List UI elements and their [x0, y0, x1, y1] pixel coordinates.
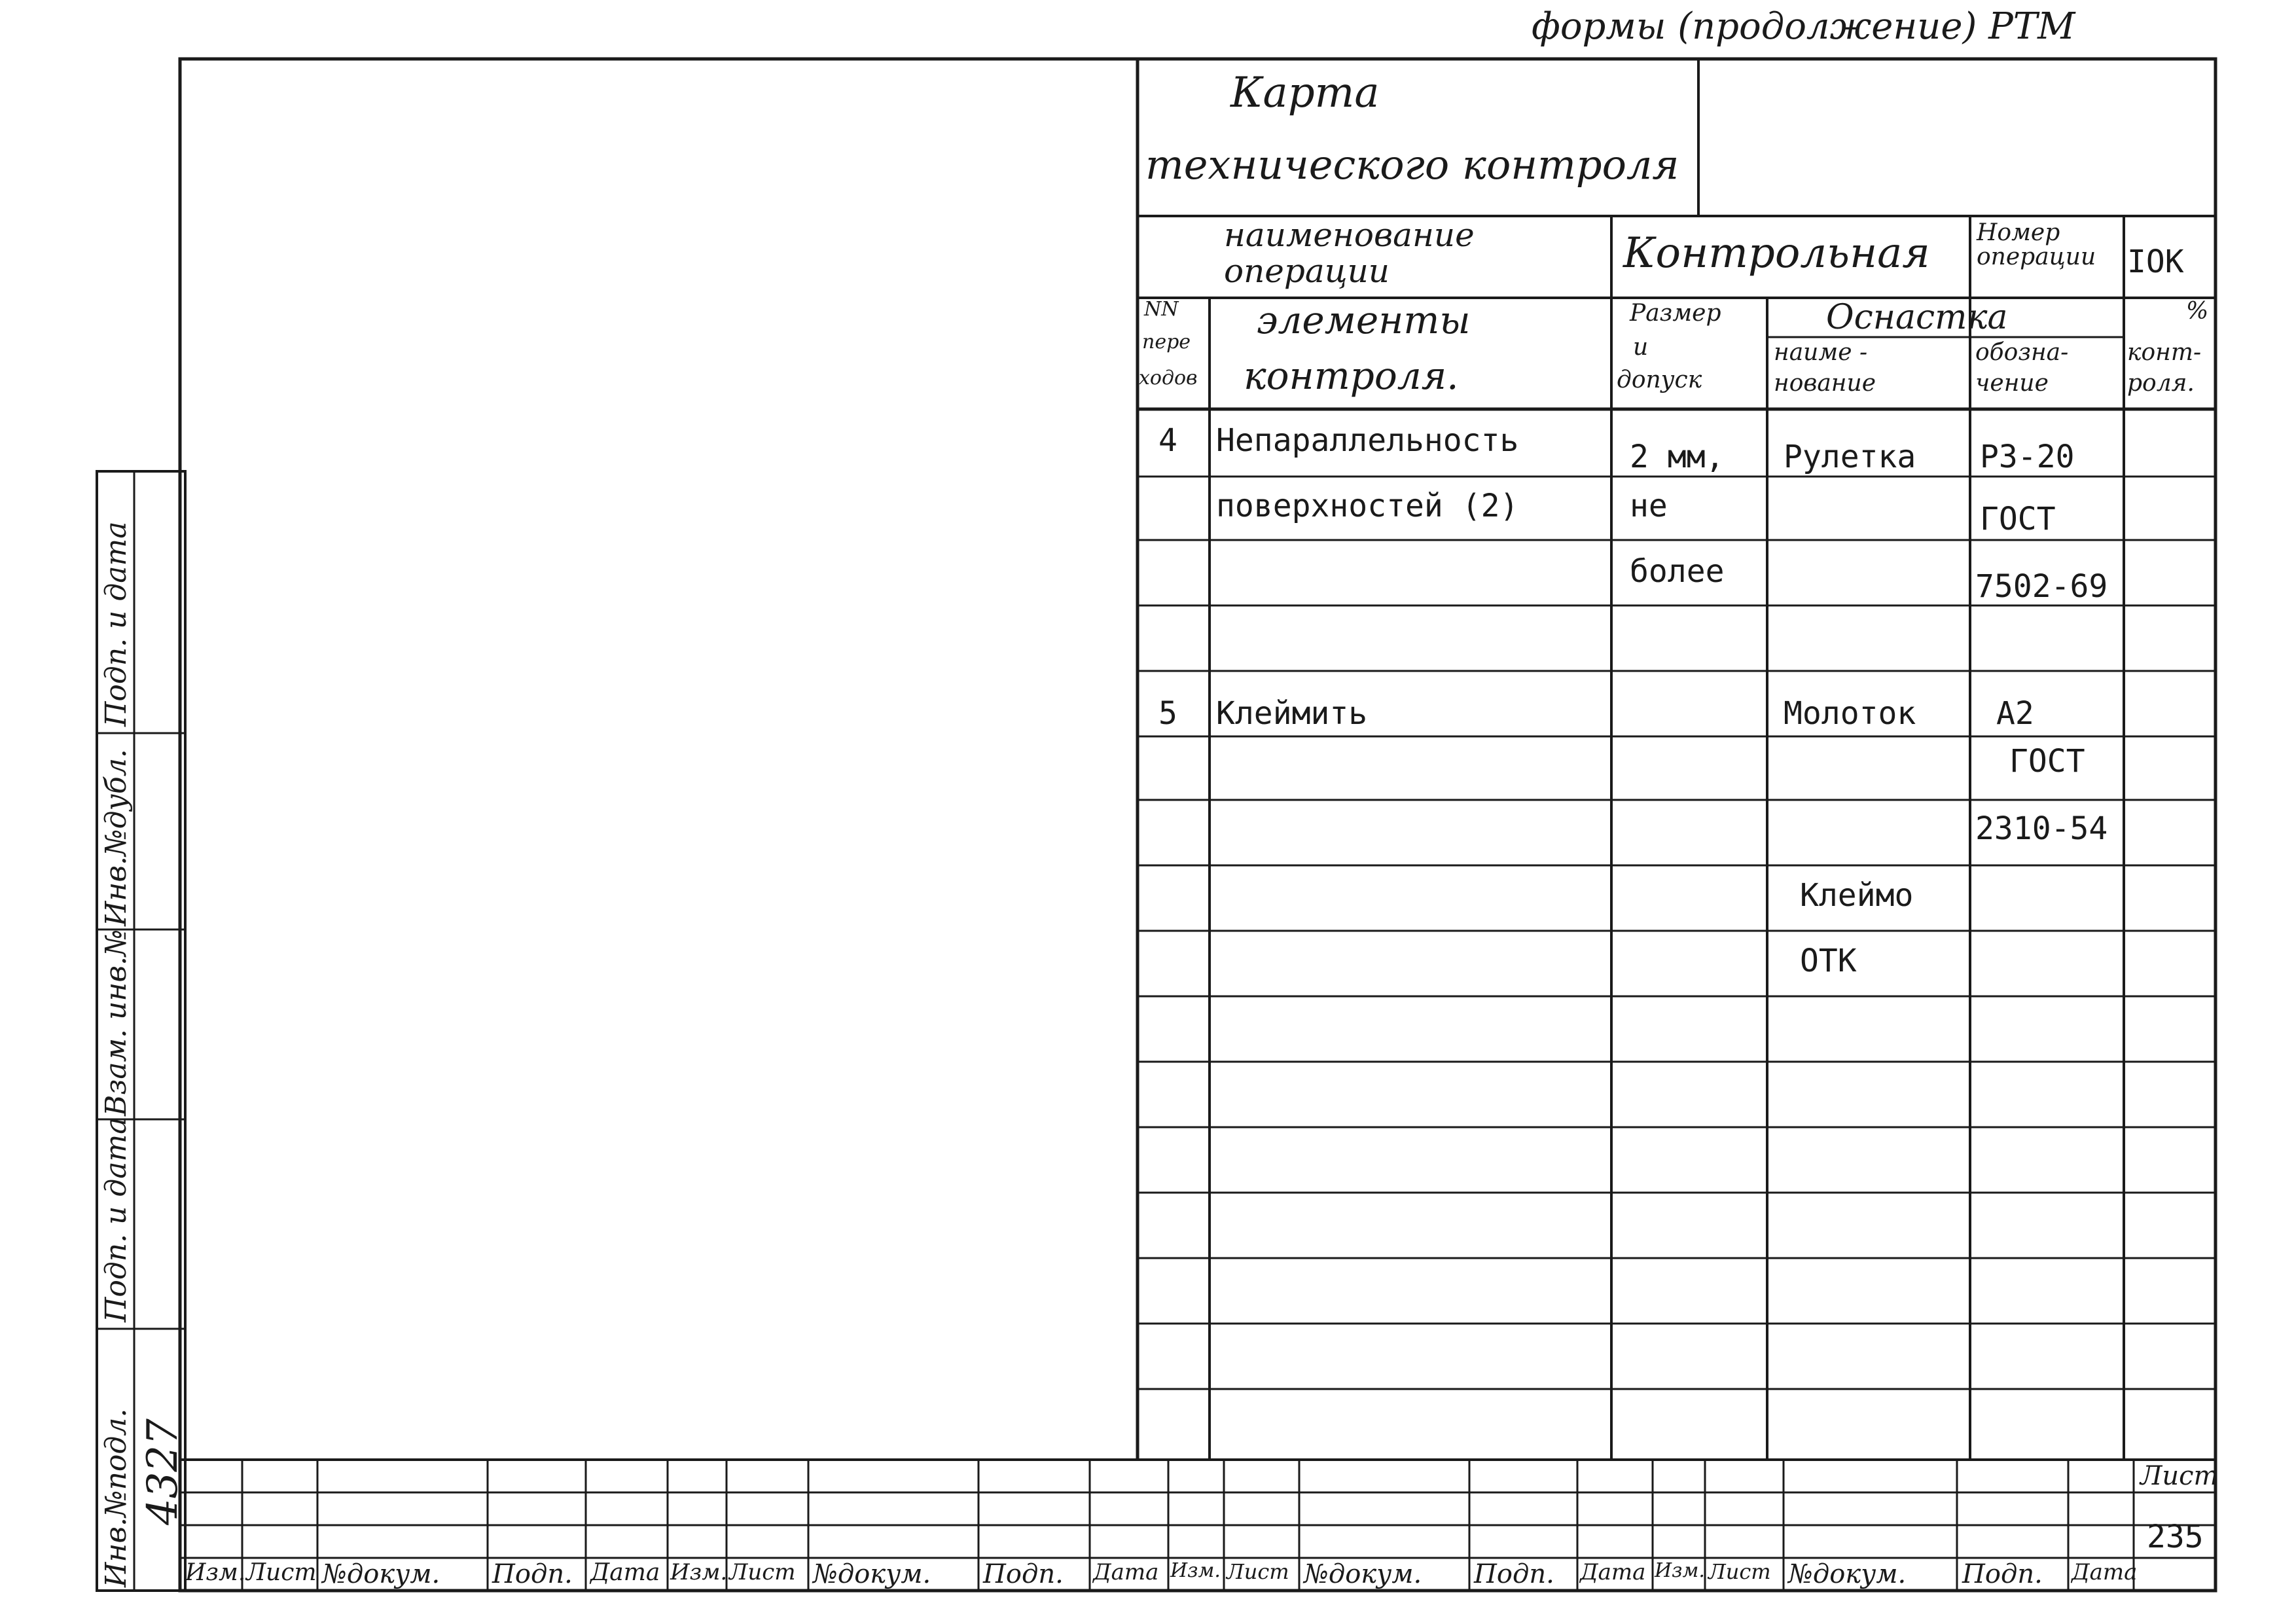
row-3-code: 7502-69 [1975, 568, 2108, 605]
stamp-label-doc-1: №докум. [322, 1559, 440, 1589]
operation-name-label-1: наименование [1224, 216, 1475, 254]
row-1-code: Р3-20 [1980, 439, 2075, 475]
side-podp-data-2: Подп. и дата [99, 521, 133, 727]
col-tool-code-2: чение [1975, 370, 2049, 397]
card-title-line1: Карта [1230, 69, 1380, 117]
stamp-label-izm-1: Изм. [185, 1559, 246, 1586]
side-podp-data-1: Подп. и дата [99, 1117, 133, 1322]
row-4-code: А2 [1996, 695, 2034, 732]
stamp-label-data-2: Дата [1093, 1559, 1159, 1585]
stamp-label-data-4: Дата [2072, 1559, 2138, 1585]
stamp-label-list-3: Лист [1227, 1559, 1289, 1584]
stamp-label-podp-1: Подп. [492, 1559, 573, 1589]
operation-number-label-2: операции [1977, 244, 2096, 270]
col-elements-2: контроля. [1244, 353, 1459, 398]
stamp-label-data-1: Дата [590, 1559, 660, 1586]
col-step-no-3: ходов [1139, 367, 1198, 389]
top-note: формы (продолжение) РТМ [1532, 5, 2075, 48]
side-inv-podl: Инв.№подл. [99, 1408, 133, 1587]
row-2-size: не [1630, 488, 1668, 524]
col-percent-1: % [2186, 298, 2209, 325]
row-1-element: Непараллельность [1216, 422, 1519, 459]
row-1-tool: Рулетка [1784, 439, 1916, 475]
row-4-tool: Молоток [1784, 695, 1916, 732]
stamp-label-list-1: Лист [246, 1559, 317, 1586]
col-step-no-1: NN [1144, 298, 1179, 321]
row-1-size: 2 мм, [1630, 439, 1725, 475]
stamp-label-podp-3: Подп. [1474, 1559, 1554, 1589]
stamp-label-izm-4: Изм. [1655, 1559, 1705, 1582]
side-inv-dubl: Инв.№дубл. [99, 749, 133, 926]
card-title-line2: технического контроля [1145, 141, 1679, 189]
row-1-no: 4 [1158, 422, 1177, 459]
stamp-label-izm-3: Изм. [1170, 1559, 1221, 1582]
stamp-label-list-4: Лист [1708, 1559, 1771, 1584]
col-percent-2: конт- [2127, 339, 2202, 366]
col-percent-3: роля. [2127, 370, 2195, 397]
side-inv-number: 4327 [139, 1418, 187, 1525]
row-5-code: ГОСТ [2009, 743, 2085, 780]
operation-number-value: IOK [2127, 244, 2184, 280]
row-4-no: 5 [1158, 695, 1177, 732]
col-tool-name-2: нование [1774, 370, 1876, 397]
col-tooling: Оснастка [1826, 298, 2008, 337]
operation-name-value: Контрольная [1623, 229, 1930, 278]
stamp-label-podp-2: Подп. [983, 1559, 1064, 1589]
row-8-tool: ОТК [1800, 943, 1857, 979]
row-3-size: более [1630, 553, 1725, 590]
stamp-label-list-2: Лист [729, 1559, 796, 1585]
row-2-code: ГОСТ [1980, 501, 2056, 537]
sheet-number: 235 [2147, 1519, 2204, 1555]
row-2-element: поверхностей (2) [1216, 488, 1519, 524]
sheet-label: Лист [2140, 1461, 2219, 1491]
col-size-2: и [1633, 334, 1649, 361]
col-tool-name-1: наиме - [1774, 339, 1868, 366]
col-step-no-2: пере [1142, 331, 1191, 353]
operation-name-label-2: операции [1224, 252, 1390, 290]
col-size-3: допуск [1617, 367, 1702, 393]
col-tool-code-1: обозна- [1975, 339, 2069, 366]
row-7-tool: Клеймо [1800, 877, 1914, 914]
col-elements-1: элементы [1257, 298, 1471, 342]
stamp-label-doc-2: №докум. [813, 1559, 931, 1589]
stamp-label-doc-4: №докум. [1788, 1559, 1907, 1589]
stamp-label-data-3: Дата [1580, 1559, 1646, 1585]
stamp-label-podp-4: Подп. [1962, 1559, 2043, 1589]
stamp-label-izm-2: Изм. [670, 1559, 728, 1585]
operation-number-label-1: Номер [1977, 219, 2060, 246]
row-4-element: Клеймить [1216, 695, 1368, 732]
stamp-label-doc-3: №докум. [1304, 1559, 1422, 1589]
col-size-1: Размер [1630, 300, 1721, 327]
side-vzam-inv: Взам. инв.№ [99, 929, 133, 1116]
row-6-code: 2310-54 [1975, 810, 2108, 847]
